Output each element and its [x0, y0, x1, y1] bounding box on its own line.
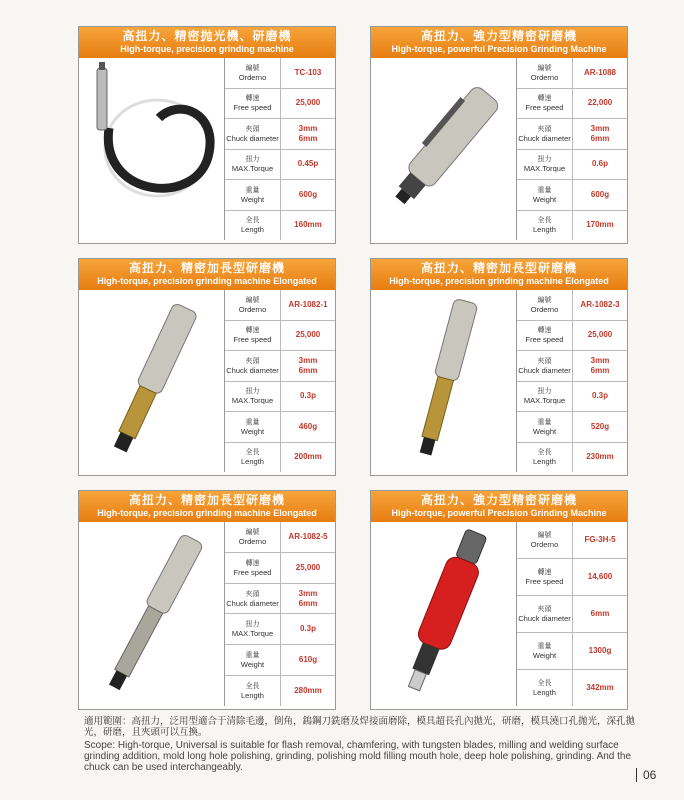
- card-header: [79, 259, 335, 290]
- spec-label-en: Weight: [240, 426, 265, 436]
- spec-label-zh: 夾頭: [245, 124, 260, 133]
- card-title-zh: 高扭力、精密抛光機、研磨機: [122, 29, 292, 43]
- spec-label-zh: 轉速: [245, 326, 260, 335]
- page-number: 06: [636, 768, 683, 782]
- spec-value: 6mm: [590, 609, 610, 618]
- spec-label-en: Weight: [240, 194, 265, 204]
- spec-value: 0.45p: [297, 159, 319, 169]
- spec-label-zh: 轉速: [537, 94, 552, 103]
- card-title-en: High-torque, precision grinding machine Elongated: [389, 276, 609, 286]
- spec-label-zh: 夾頭: [245, 589, 260, 598]
- spec-label-en: Free speed: [233, 335, 272, 345]
- spec-label-zh: 夾頭: [537, 356, 552, 365]
- spec-label-zh: 轉速: [245, 94, 260, 103]
- straight-grinder-image: [371, 58, 516, 240]
- spec-value: 3mm 6mm: [590, 355, 610, 375]
- product-card-6: [370, 490, 628, 710]
- spec-label-zh: 扭力: [245, 155, 260, 164]
- spec-value: 0.6p: [591, 159, 608, 169]
- spec-label-zh: 扭力: [245, 387, 260, 396]
- spec-value: AR-1088: [583, 67, 616, 77]
- card-title-zh: 高扭力、精密加長型研磨機: [128, 261, 285, 275]
- spec-label-en: Orderno: [530, 304, 559, 314]
- card-header: [371, 259, 627, 290]
- spec-value: 25,000: [295, 98, 321, 108]
- spec-label-en: Chuck diameter: [518, 133, 571, 143]
- spec-label-zh: 轉速: [537, 568, 552, 576]
- product-card-3: [78, 258, 336, 476]
- spec-label-en: Free speed: [525, 335, 564, 345]
- spec-value: 342mm: [586, 683, 614, 692]
- spec-label-en: Free speed: [525, 577, 564, 586]
- spec-value: 460g: [298, 421, 318, 431]
- spec-value: 600g: [298, 189, 318, 199]
- spec-label-zh: 重量: [537, 642, 552, 650]
- card-title-en: High-torque, powerful Precision Grinding Machine: [391, 44, 607, 54]
- spec-label-en: Orderno: [530, 72, 559, 82]
- product-image: [79, 290, 225, 472]
- spec-label-en: Chuck diameter: [226, 133, 279, 143]
- spec-label-en: Weight: [532, 651, 557, 660]
- scope-en: Scope: High-torque, Universal is suitable for flash removal, chamfering, with tungsten blades, milling and welding surface grinding addition, mold long hole polishing, grinding, polishing mold filling mouth hole, deep hole polishing, grinding. And the chuck can be used interchangeably.: [84, 740, 632, 773]
- spec-label-en: MAX.Torque: [231, 164, 274, 174]
- spec-value: 0.3p: [591, 391, 608, 401]
- card-title-zh: 高扭力、精密加長型研磨機: [128, 493, 285, 507]
- spec-label-zh: 全長: [245, 682, 260, 691]
- spec-value: 3mm 6mm: [298, 123, 318, 143]
- spec-label-zh: 重量: [245, 651, 260, 660]
- product-card-1: [78, 26, 336, 244]
- product-image: [371, 58, 517, 240]
- spec-label-zh: 全長: [537, 448, 552, 457]
- card-title-zh: 高扭力、強力型精密研磨機: [420, 493, 577, 507]
- spec-label-zh: 編號: [245, 295, 260, 304]
- spec-label-zh: 夾頭: [537, 124, 552, 133]
- spec-label-zh: 全長: [537, 216, 552, 225]
- spec-value: 22,000: [587, 98, 613, 108]
- card-title-en: High-torque, precision grinding machine Elongated: [97, 508, 317, 518]
- spec-label-en: Chuck diameter: [518, 614, 571, 623]
- card-title-en: High-torque, precision grinding machine: [120, 44, 294, 54]
- red-grinder-image: [371, 522, 516, 706]
- spec-value: AR-1082-3: [580, 299, 620, 309]
- card-header: [79, 27, 335, 58]
- product-image: [371, 522, 517, 706]
- spec-label-en: MAX.Torque: [523, 396, 566, 406]
- spec-label-en: Chuck diameter: [226, 365, 279, 375]
- elongated-grinder-image: [79, 522, 224, 706]
- spec-value: 230mm: [586, 452, 614, 462]
- spec-value: AR-1082-5: [288, 531, 328, 541]
- elongated-grinder-image: [79, 290, 224, 472]
- product-image: [371, 290, 517, 472]
- spec-label-zh: 轉速: [245, 558, 260, 567]
- spec-value: 1300g: [588, 646, 612, 655]
- spec-value: TC-103: [294, 67, 322, 77]
- grinder-with-hose-image: [79, 58, 224, 240]
- spec-value: 3mm 6mm: [298, 588, 318, 608]
- spec-label-zh: 重量: [245, 417, 260, 426]
- spec-value: 25,000: [587, 330, 613, 340]
- spec-label-zh: 全長: [537, 679, 552, 687]
- card-title-en: High-torque, powerful Precision Grinding Machine: [391, 508, 607, 518]
- spec-value: 160mm: [294, 220, 322, 230]
- spec-label-zh: 重量: [537, 417, 552, 426]
- spec-label-zh: 轉速: [537, 326, 552, 335]
- spec-label-zh: 扭力: [245, 620, 260, 629]
- spec-value: 200mm: [294, 452, 322, 462]
- spec-value: 0.3p: [299, 624, 316, 634]
- spec-label-zh: 編號: [537, 531, 552, 539]
- spec-value: 170mm: [586, 220, 614, 230]
- spec-label-en: MAX.Torque: [231, 396, 274, 406]
- spec-label-en: Free speed: [233, 103, 272, 113]
- spec-label-en: Chuck diameter: [226, 598, 279, 608]
- product-image: [79, 522, 225, 706]
- spec-value: 610g: [298, 655, 318, 665]
- spec-label-zh: 重量: [537, 185, 552, 194]
- spec-label-en: Length: [241, 457, 264, 467]
- card-header: [79, 491, 335, 522]
- spec-label-en: Weight: [532, 194, 557, 204]
- spec-label-en: Orderno: [238, 304, 267, 314]
- spec-value: 600g: [590, 189, 610, 199]
- spec-label-en: Length: [533, 688, 556, 697]
- product-image: [79, 58, 225, 240]
- spec-label-en: Weight: [240, 660, 265, 670]
- spec-label-en: Chuck diameter: [518, 365, 571, 375]
- spec-label-zh: 全長: [245, 448, 260, 457]
- card-title-en: High-torque, precision grinding machine Elongated: [97, 276, 317, 286]
- spec-value: 280mm: [294, 686, 322, 696]
- product-card-5: [78, 490, 336, 710]
- spec-label-en: Length: [241, 691, 264, 701]
- scope-zh: 適用範圍：高扭力，泛用型適合于清除毛邊，倒角，鎢鋼刀銑磨及焊接面磨除，模具超長孔內拋光，研磨，模具澆口孔拋光，深孔拋光，研磨，且夾頭可以互換。: [84, 716, 636, 738]
- spec-value: 0.3p: [299, 391, 316, 401]
- spec-label-zh: 編號: [245, 527, 260, 536]
- spec-label-zh: 夾頭: [245, 356, 260, 365]
- spec-value: FG-3H-5: [584, 535, 616, 544]
- spec-value: 14,600: [587, 572, 613, 581]
- spec-label-en: MAX.Torque: [231, 629, 274, 639]
- spec-label-en: Length: [533, 225, 556, 235]
- spec-label-en: Orderno: [238, 72, 267, 82]
- spec-value: 3mm 6mm: [298, 355, 318, 375]
- spec-label-en: Length: [533, 457, 556, 467]
- spec-label-zh: 編號: [537, 295, 552, 304]
- spec-value: 3mm 6mm: [590, 123, 610, 143]
- spec-label-en: Orderno: [238, 536, 267, 546]
- card-title-zh: 高扭力、精密加長型研磨機: [420, 261, 577, 275]
- product-card-4: [370, 258, 628, 476]
- spec-label-en: Length: [241, 225, 264, 235]
- spec-label-zh: 編號: [245, 63, 260, 72]
- spec-label-zh: 全長: [245, 216, 260, 225]
- spec-label-en: Free speed: [525, 103, 564, 113]
- card-header: [371, 27, 627, 58]
- spec-value: 520g: [590, 421, 610, 431]
- spec-value: 25,000: [295, 330, 321, 340]
- spec-label-zh: 扭力: [537, 155, 552, 164]
- spec-label-zh: 重量: [245, 185, 260, 194]
- spec-label-zh: 編號: [537, 63, 552, 72]
- spec-label-zh: 扭力: [537, 387, 552, 396]
- elongated-grinder-image: [371, 290, 516, 472]
- spec-label-en: Orderno: [530, 540, 559, 549]
- spec-label-en: Weight: [532, 426, 557, 436]
- spec-value: 25,000: [295, 562, 321, 572]
- product-card-2: [370, 26, 628, 244]
- spec-label-en: MAX.Torque: [523, 164, 566, 174]
- spec-value: AR-1082-1: [288, 299, 328, 309]
- spec-label-en: Free speed: [233, 567, 272, 577]
- card-title-zh: 高扭力、強力型精密研磨機: [420, 29, 577, 43]
- spec-label-zh: 夾頭: [537, 605, 552, 613]
- scope-text: [84, 716, 644, 773]
- card-header: [371, 491, 627, 522]
